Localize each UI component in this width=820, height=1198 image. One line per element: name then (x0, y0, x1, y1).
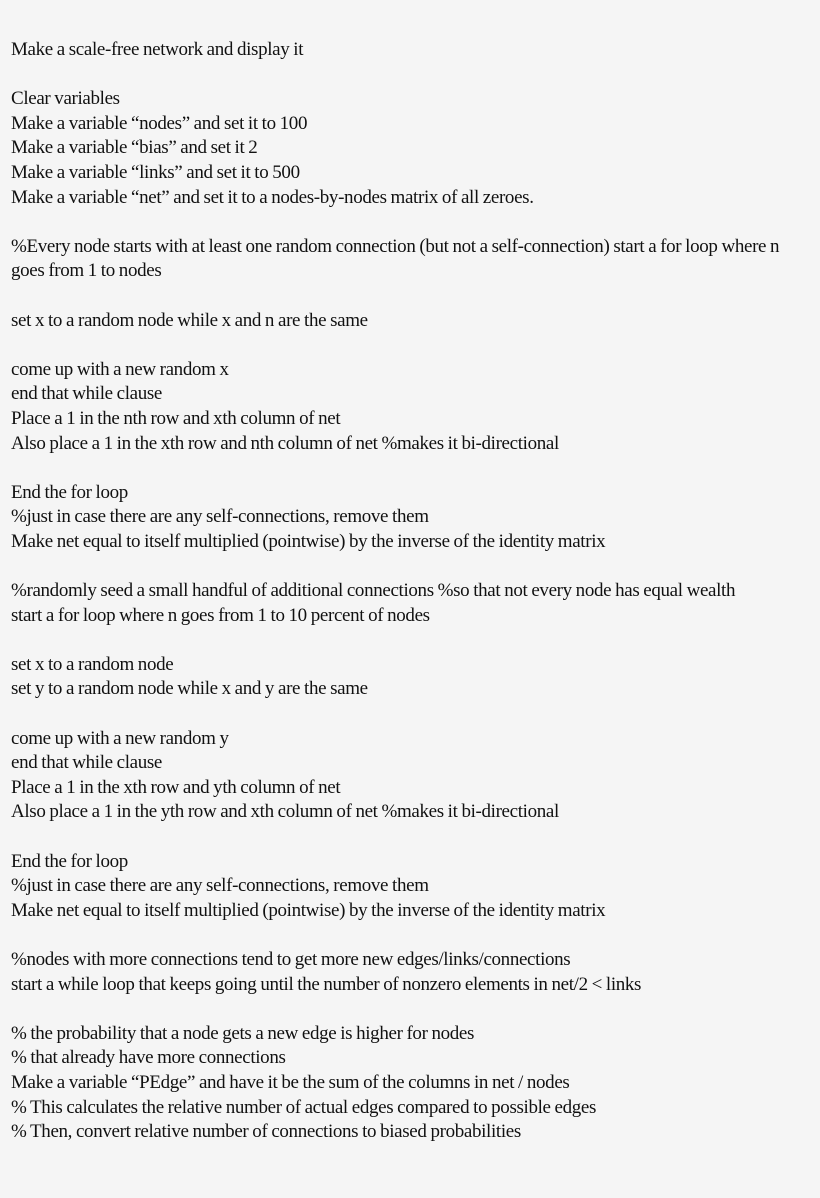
blank-line (11, 333, 816, 358)
blank-line (11, 63, 816, 88)
doc-line: Place a 1 in the nth row and xth column of net (11, 407, 341, 429)
doc-line: set y to a random node while x and y are the same (11, 678, 368, 700)
doc-line: Make a variable “PEdge” and have it be the sum of the columns in net / nodes (11, 1071, 570, 1093)
doc-line: come up with a new random x (11, 358, 229, 380)
blank-line (11, 997, 816, 1022)
blank-line (11, 284, 816, 309)
doc-title: Make a scale-free network and display it (11, 39, 304, 60)
blank-line (11, 628, 816, 653)
doc-comment-line: % This calculates the relative number of actual edges compared to possible edges (11, 1096, 597, 1118)
doc-line: End the for loop (11, 850, 128, 872)
doc-line: End the for loop (11, 481, 128, 503)
doc-line: Also place a 1 in the xth row and nth column of net %makes it bi-directional (11, 432, 559, 454)
blank-line (11, 825, 816, 850)
doc-line: Place a 1 in the xth row and yth column of net (11, 776, 341, 798)
blank-line (11, 554, 816, 579)
blank-line (11, 210, 816, 235)
doc-line: Also place a 1 in the yth row and xth column of net %makes it bi-directional (11, 801, 559, 823)
doc-line: Make a variable “bias” and set it 2 (11, 137, 258, 159)
doc-line: Make net equal to itself multiplied (pointwise) by the inverse of the identity matrix (11, 899, 606, 921)
doc-line: Make a variable “nodes” and set it to 100 (11, 112, 308, 134)
doc-comment-line: %randomly seed a small handful of additional connections %so that not every node has equal wealth (11, 580, 736, 602)
doc-comment-line: %just in case there are any self-connections, remove them (11, 506, 429, 528)
doc-comment-line: % the probability that a node gets a new edge is higher for nodes (11, 1022, 475, 1044)
doc-line: Make net equal to itself multiplied (pointwise) by the inverse of the identity matrix (11, 530, 606, 552)
doc-line: end that while clause (11, 383, 163, 405)
pseudocode-document (11, 38, 816, 1145)
doc-line: end that while clause (11, 752, 163, 774)
doc-comment-line: % that already have more connections (11, 1047, 286, 1069)
doc-line: Clear variables (11, 88, 120, 110)
doc-comment-line: %just in case there are any self-connections, remove them (11, 875, 429, 897)
doc-line: start a while loop that keeps going until the number of nonzero elements in net/2 < links (11, 973, 642, 995)
doc-line: set x to a random node (11, 653, 174, 675)
doc-line: come up with a new random y (11, 727, 229, 749)
blank-line (11, 702, 816, 727)
doc-line: Make a variable “net” and set it to a nodes-by-nodes matrix of all zeroes. (11, 186, 534, 208)
doc-comment-line: %Every node starts with at least one random connection (but not a self-connection) start a for loop where n goes from 1 to nodes (11, 235, 780, 282)
doc-line: Make a variable “links” and set it to 500 (11, 161, 300, 183)
blank-line (11, 923, 816, 948)
doc-comment-line: % Then, convert relative number of connections to biased probabilities (11, 1121, 521, 1143)
blank-line (11, 456, 816, 481)
doc-line: start a for loop where n goes from 1 to 10 percent of nodes (11, 604, 430, 626)
doc-comment-line: %nodes with more connections tend to get more new edges/links/connections (11, 948, 571, 970)
doc-line: set x to a random node while x and n are the same (11, 309, 368, 331)
